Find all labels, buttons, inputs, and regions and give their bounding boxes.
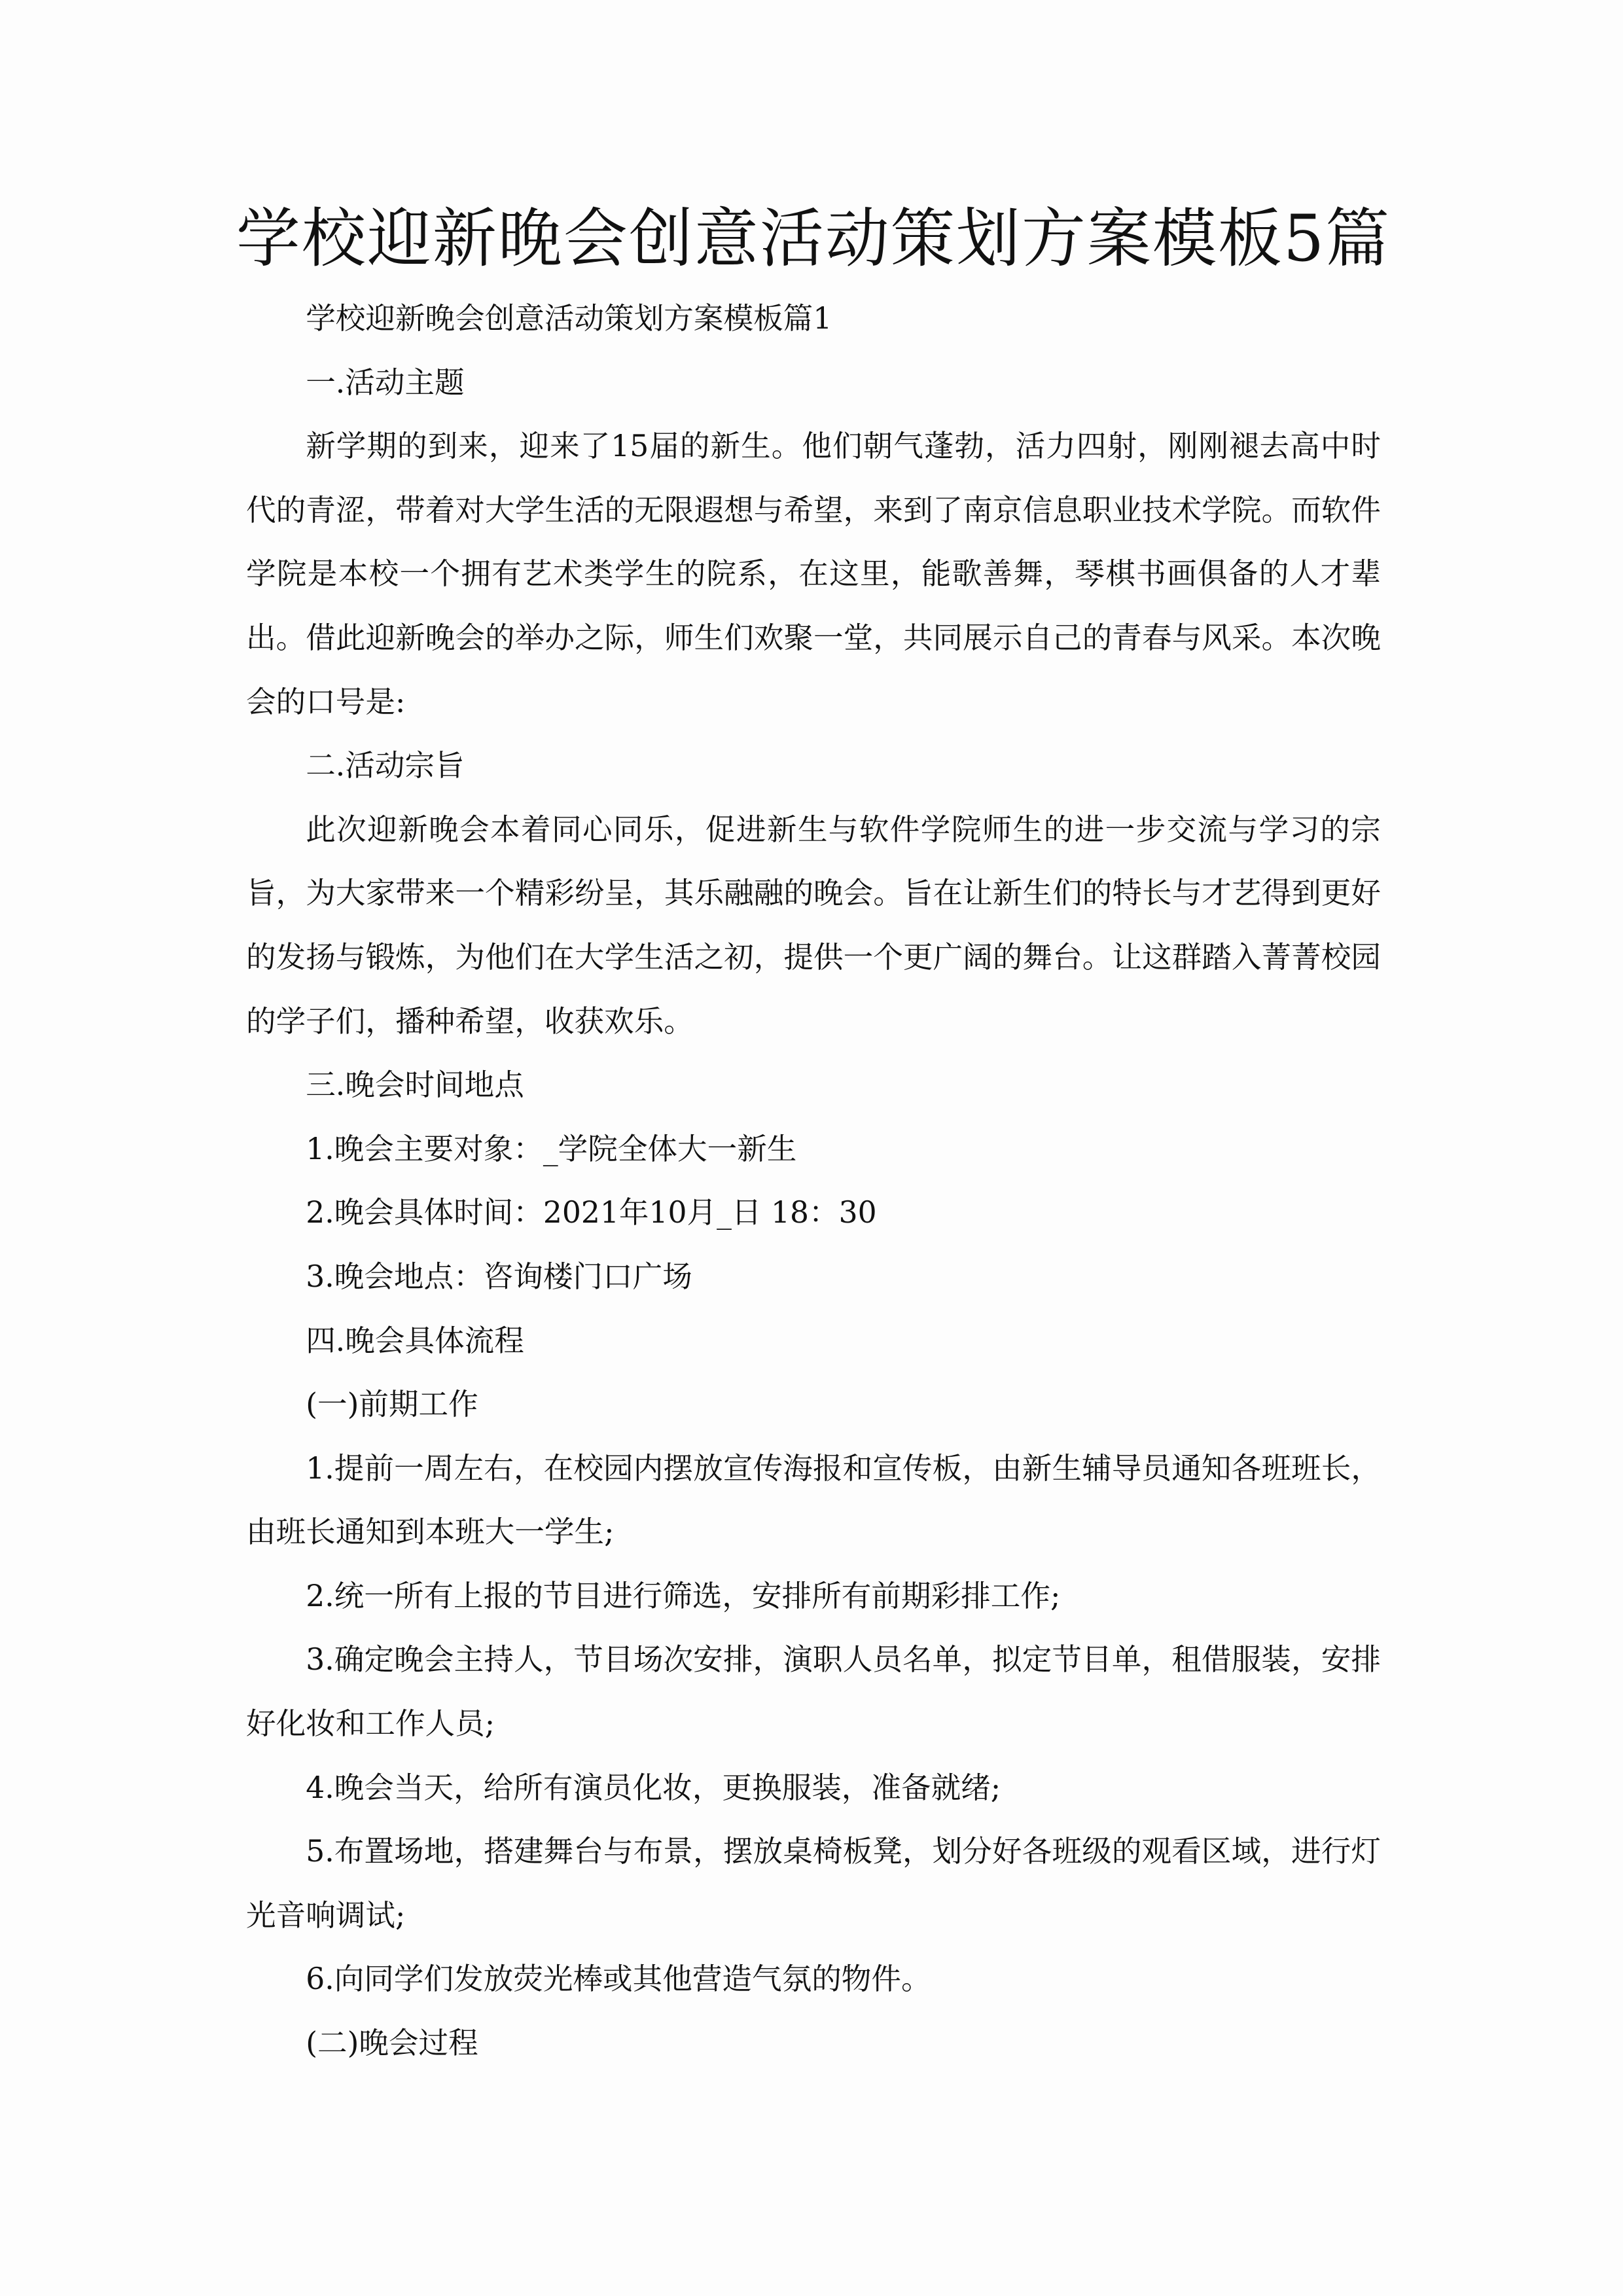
list-item-prep-2: 2.统一所有上报的节目进行筛选，安排所有前期彩排工作; — [306, 1578, 1061, 1613]
heading-activity-theme: 一.活动主题 — [306, 365, 465, 400]
list-item-prep-4: 4.晚会当天，给所有演员化妆，更换服装，准备就绪; — [306, 1770, 1001, 1805]
list-item-prep-5: 5.布置场地，搭建舞台与布景，摆放桌椅板凳，划分好各班级的观看区域，进行灯光音响调试; — [246, 1834, 1381, 1933]
paragraph-theme-body: 新学期的到来，迎来了15届的新生。他们朝气蓬勃，活力四射，刚刚褪去高中时代的青涩，带着对大学生活的无限遐想与希望，来到了南京信息职业技术学院。而软件学院是本校一个拥有艺术类学生的院系，在这里，能歌善舞，琴棋书画俱备的人才辈出。借此迎新晚会的举办之际，师生们欢聚一堂，共同展示自己的青春与风采。本次晚会的口号是: — [246, 429, 1381, 719]
list-item-prep-1: 1.提前一周左右，在校园内摆放宣传海报和宣传板，由新生辅导员通知各班班长，由班长通知到本班大一学生; — [246, 1450, 1381, 1550]
heading-time-place: 三.晚会时间地点 — [306, 1067, 524, 1103]
subheading-event-process: (二)晚会过程 — [306, 2026, 478, 2061]
section-subtitle: 学校迎新晚会创意活动策划方案模板篇1 — [306, 301, 832, 336]
heading-procedure: 四.晚会具体流程 — [306, 1323, 524, 1358]
document-body — [246, 287, 1381, 2075]
list-item-location: 3.晚会地点：咨询楼门口广场 — [306, 1259, 692, 1294]
heading-activity-purpose: 二.活动宗旨 — [306, 748, 465, 783]
subheading-preparation: (一)前期工作 — [306, 1387, 478, 1422]
list-item-prep-6: 6.向同学们发放荧光棒或其他营造气氛的物件。 — [306, 1962, 931, 1997]
document-title: 学校迎新晚会创意活动策划方案模板5篇 — [236, 202, 1391, 276]
list-item-audience: 1.晚会主要对象：_学院全体大一新生 — [306, 1131, 797, 1166]
paragraph-purpose-body: 此次迎新晚会本着同心同乐，促进新生与软件学院师生的进一步交流与学习的宗旨，为大家带来一个精彩纷呈，其乐融融的晚会。旨在让新生们的特长与才艺得到更好的发扬与锻炼，为他们在大学生活之初，提供一个更广阔的舞台。让这群踏入菁菁校园的学子们，播种希望，收获欢乐。 — [246, 812, 1381, 1039]
list-item-time: 2.晚会具体时间：2021年10月_日 18：30 — [306, 1195, 877, 1230]
list-item-prep-3: 3.确定晚会主持人，节目场次安排，演职人员名单，拟定节目单，租借服装，安排好化妆和工作人员; — [246, 1642, 1381, 1742]
